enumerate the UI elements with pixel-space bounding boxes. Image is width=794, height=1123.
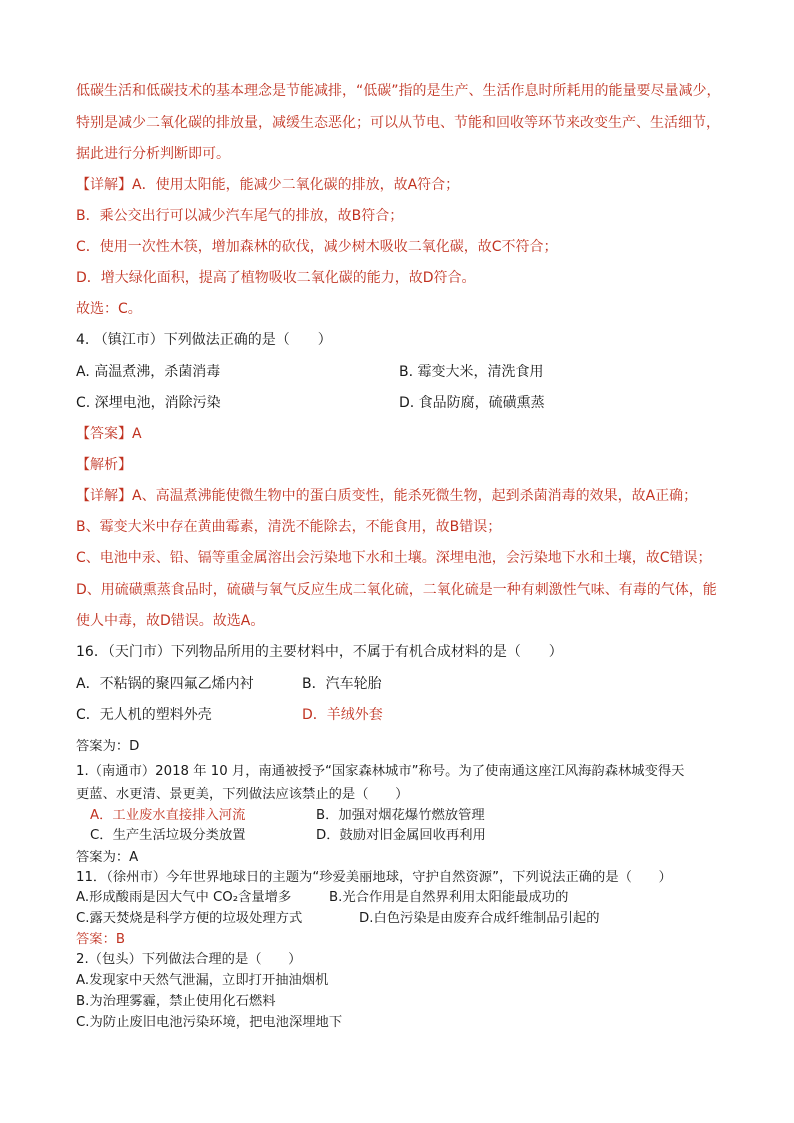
- detail-line: C、电池中汞、铅、镉等重金属溶出会污染地下水和土壤。深埋电池，会污染地下水和土壤，故C错误；: [76, 550, 712, 566]
- option-b: B.为治理雾霾，禁止使用化石燃料: [76, 994, 276, 1009]
- question-stem-cont: 更蓝、水更清、景更美，下列做法应该禁止的是（ ）: [76, 787, 409, 802]
- detail-row: [76, 178, 459, 192]
- detail-line: D、用硫磺熏蒸食品时，硫磺与氧气反应生成二氧化硫，二氧化硫是一种有刺激性气味、有毒的气体，能: [76, 582, 717, 598]
- option-a: A.发现家中天然气泄漏，立即打开抽油烟机: [76, 973, 329, 988]
- option-c: C.为防止废旧电池污染环境，把电池深埋地下: [76, 1015, 343, 1030]
- option-c: C．无人机的塑料外壳: [76, 707, 212, 723]
- answer-value: A: [132, 426, 142, 442]
- question-stem: 4. （镇江市）下列做法正确的是（ ）: [76, 332, 332, 348]
- option-b: B. 霉变大米，清洗食用: [399, 364, 544, 380]
- detail-line: D．增大绿化面积，提高了植物吸收二氧化碳的能力，故D符合。: [76, 270, 476, 286]
- option-b: B.光合作用是自然界利用太阳能最成功的: [329, 890, 569, 905]
- option-c: C．生产生活垃圾分类放置: [90, 828, 246, 843]
- option-a: A．不粘锅的聚四氟乙烯内衬: [76, 676, 254, 692]
- question-stem: 16．（天门市）下列物品所用的主要材料中，不属于有机合成材料的是（ ）: [76, 644, 563, 660]
- option-b: B．加强对烟花爆竹燃放管理: [316, 808, 485, 823]
- detail-line: B、霉变大米中存在黄曲霉素，清洗不能除去，不能食用，故B错误；: [76, 519, 502, 535]
- detail-line: 使人中毒，故D错误。故选A。: [76, 613, 265, 629]
- question-stem: 11．（徐州市）今年世界地球日的主题为“珍爱美丽地球，守护自然资源”，下列说法正确的是（ ）: [76, 870, 672, 885]
- detail-line: A、高温煮沸能使微生物中的蛋白质变性，能杀死微生物，起到杀菌消毒的效果，故A正确；: [132, 488, 698, 504]
- option-c: C.露天焚烧是科学方便的垃圾处理方式: [76, 911, 303, 926]
- option-d: D.白色污染是由废弃合成纤维制品引起的: [359, 911, 600, 926]
- detail-label: 【详解】: [76, 488, 132, 504]
- answer-line: 答案为：D: [76, 739, 140, 754]
- option-d: D. 食品防腐，硫磺熏蒸: [399, 395, 545, 411]
- question-stem: 2.（包头）下列做法合理的是（ ）: [76, 952, 302, 967]
- detail-line: A．使用太阳能，能减少二氧化碳的排放，故A符合；: [132, 177, 460, 193]
- answer-label: 【答案】: [76, 426, 132, 442]
- choice-line: 故选：C。: [76, 301, 142, 317]
- option-a: A．工业废水直接排入河流: [90, 808, 246, 823]
- option-a: A. 高温煮沸，杀菌消毒: [76, 364, 221, 380]
- answer-line: 答案为：A: [76, 850, 139, 865]
- option-d: D．羊绒外套: [302, 707, 383, 723]
- detail-line: B．乘公交出行可以减少汽车尾气的排放，故B符合；: [76, 208, 404, 224]
- analysis-label: 【解析】: [76, 457, 132, 473]
- answer-row: [76, 427, 142, 441]
- detail-label: 【详解】: [76, 177, 132, 193]
- analysis-line-2: 特别是减少二氧化碳的排放量，减缓生态恶化；可以从节电、节能和回收等环节来改变生产、生活细节，: [76, 115, 720, 131]
- answer-line: 答案：B: [76, 932, 126, 947]
- option-a: A.形成酸雨是因大气中 CO₂含量增多: [76, 890, 292, 905]
- analysis-line-3: 据此进行分析判断即可。: [76, 146, 230, 162]
- option-d: D．鼓励对旧金属回收再利用: [316, 828, 486, 843]
- option-b: B．汽车轮胎: [302, 676, 382, 692]
- detail-row: [76, 489, 697, 503]
- question-stem: 1.（南通市）2018 年 10 月，南通被授予“国家森林城市”称号。为了使南通这座江风海韵森林城变得天: [76, 764, 685, 779]
- analysis-line-1: 低碳生活和低碳技术的基本理念是节能减排，“低碳”指的是生产、生活作息时所耗用的能量要尽量减少，: [76, 83, 721, 99]
- option-c: C. 深埋电池，消除污染: [76, 395, 221, 411]
- detail-line: C．使用一次性木筷，增加森林的砍伐，减少树木吸收二氧化碳，故C不符合；: [76, 239, 558, 255]
